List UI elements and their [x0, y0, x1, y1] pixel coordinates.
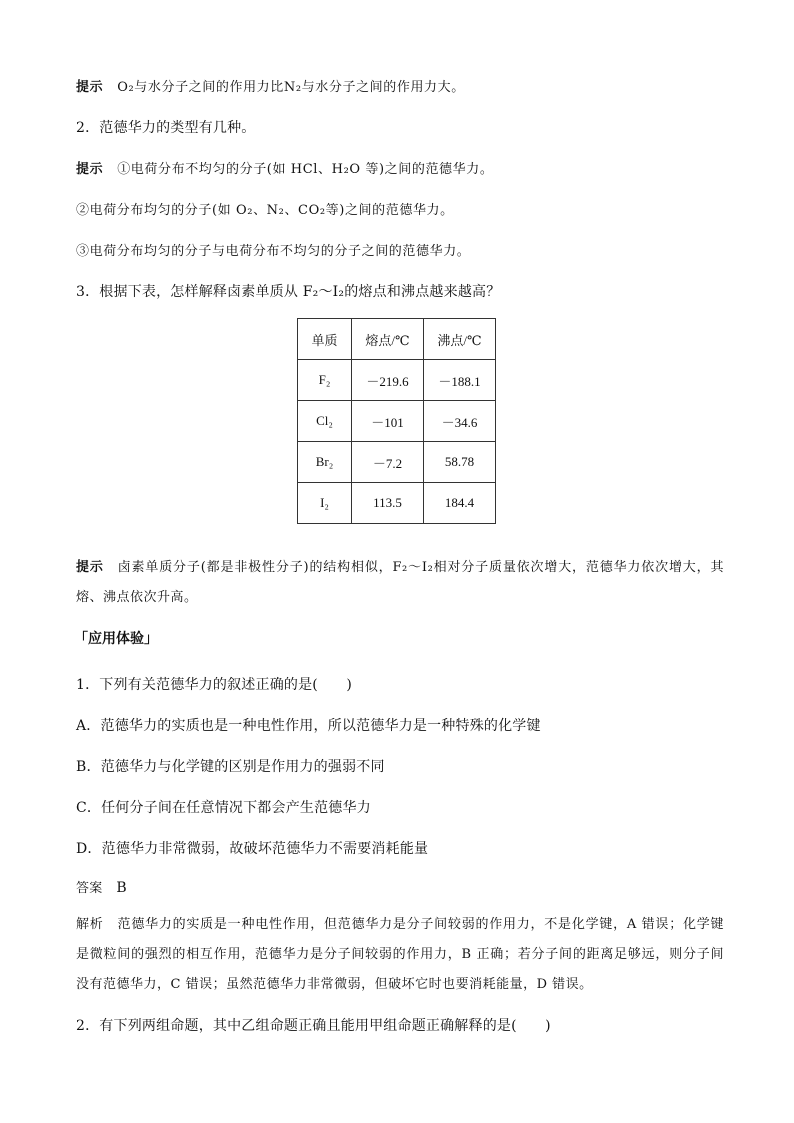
hint-text: O₂与水分子之间的作用力比N₂与水分子之间的作用力大。 [117, 80, 465, 95]
section-bracket-open: 「 [74, 631, 88, 647]
option-a: A．范德华力的实质也是一种电性作用，所以范德华力是一种特殊的化学键 [76, 718, 541, 734]
question-2-stem: 2．有下列两组命题，其中乙组命题正确且能用甲组命题正确解释的是( ) [76, 1018, 551, 1034]
question-3-text: 3．根据下表，怎样解释卤素单质从 F₂～I₂的熔点和沸点越来越高？ [76, 284, 501, 300]
table-cell: －7.2 [352, 442, 424, 483]
hint-paragraph-3 [76, 553, 724, 613]
table-cell: I₂ [298, 483, 352, 524]
table-cell: F₂ [298, 360, 352, 401]
answer-value: B [116, 880, 127, 896]
table-header-cell: 单质 [298, 319, 352, 360]
section-bracket-close: 」 [144, 631, 158, 647]
question-2-text: 2．范德华力的类型有几种。 [76, 120, 256, 136]
hint-line-1 [76, 76, 734, 95]
table-row [298, 442, 496, 483]
hint-label: 提示 [76, 560, 104, 575]
hint-label: 提示 [76, 80, 104, 95]
table-header-cell: 沸点/℃ [424, 319, 496, 360]
table-cell: －219.6 [352, 360, 424, 401]
option-b: B．范德华力与化学键的区别是作用力的强弱不同 [76, 759, 385, 775]
option-d: D．范德华力非常微弱，故破坏范德华力不需要消耗能量 [76, 841, 429, 857]
hint-label: 提示 [76, 162, 104, 177]
section-heading [74, 628, 158, 648]
option-c: C．任何分子间在任意情况下都会产生范德华力 [76, 800, 371, 816]
answer-label: 答案 [76, 881, 103, 896]
table-cell: －188.1 [424, 360, 496, 401]
table-cell: 58.78 [424, 442, 496, 483]
table-cell: 184.4 [424, 483, 496, 524]
table-cell: Br₂ [298, 442, 352, 483]
table-cell: －34.6 [424, 401, 496, 442]
table-header-row [298, 319, 496, 360]
table-cell: 113.5 [352, 483, 424, 524]
halogen-table [297, 318, 496, 524]
hint-text: ①电荷分布不均匀的分子(如 HCl、H₂O 等)之间的范德华力。 [117, 162, 494, 177]
question-1-stem: 1．下列有关范德华力的叙述正确的是( ) [76, 677, 353, 693]
section-title: 应用体验 [88, 631, 144, 647]
analysis-paragraph [76, 910, 724, 1000]
table-cell: Cl₂ [298, 401, 352, 442]
hint-text: 卤素单质分子(都是非极性分子)的结构相似，F₂～I₂相对分子质量依次增大，范德华力依次增大，其熔、沸点依次升高。 [76, 560, 724, 605]
table-row [298, 360, 496, 401]
table-row [298, 401, 496, 442]
analysis-text: 范德华力的实质是一种电性作用，但范德华力是分子间较弱的作用力，不是化学键，A 错误；化学键是微粒间的强烈的相互作用，范德华力是分子间较弱的作用力，B 正确；若分子间的距离足够远，则分子间没有范德华力，C 错误；虽然范德华力非常微弱，但破坏它时也要消耗能量，D 错误。 [76, 917, 724, 992]
analysis-label: 解析 [76, 917, 104, 932]
hint-line-2 [76, 158, 734, 177]
table-cell: －101 [352, 401, 424, 442]
table-row [298, 483, 496, 524]
table-header-cell: 熔点/℃ [352, 319, 424, 360]
answer-line [76, 877, 734, 896]
hint-line-2b: ②电荷分布均匀的分子(如 O₂、N₂、CO₂等)之间的范德华力。 [76, 203, 454, 218]
hint-line-2c: ③电荷分布均匀的分子与电荷分布不均匀的分子之间的范德华力。 [76, 244, 471, 259]
